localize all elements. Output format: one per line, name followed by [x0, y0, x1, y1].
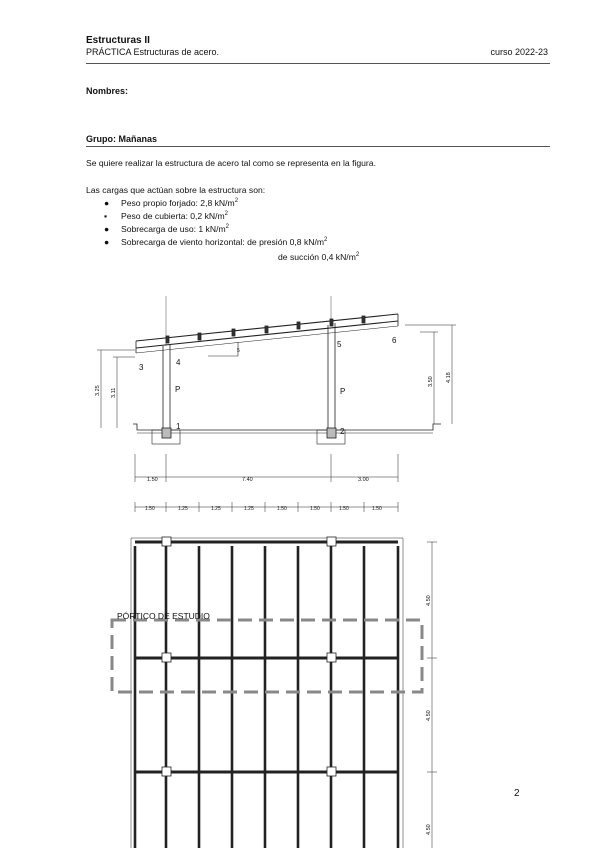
list-item: ▪ Peso de cubierta: 0,2 $kN/m^2$ [104, 211, 228, 221]
dim-label: 1.25 [211, 506, 221, 512]
grupo-label: Grupo: Mañanas [86, 134, 158, 144]
list-item: ● Peso propio forjado: 2,8 $kN/m^2$ [104, 198, 239, 208]
portico-label: PÓRTICO DE ESTUDIO [117, 611, 210, 621]
dim-label: 4.18 [446, 372, 452, 383]
node-label: 6 [392, 336, 397, 345]
loads-intro: Las cargas que actúan sobre la estructura son: [86, 185, 266, 195]
nombres-label: Nombres: [86, 86, 129, 96]
dim-label: 3.00 [358, 477, 369, 483]
node-label: 2 [340, 427, 345, 436]
elevation-drawing [97, 296, 456, 482]
list-item: ● Sobrecarga de viento horizontal: de presión 0,8 $kN/m^2$ [104, 237, 328, 247]
column-marker [327, 653, 336, 662]
roof-beam-bottom [136, 321, 398, 348]
dim-label: 3.11 [111, 387, 117, 398]
list-item: ● Sobrecarga de uso: 1 $kN/m^2$ [104, 224, 229, 234]
base-plate-left [162, 428, 171, 438]
load-label-right: P [340, 387, 346, 396]
dim-label: 7.40 [242, 477, 253, 483]
dim-label: 3.25 [95, 385, 101, 396]
slope-mark: 5 [237, 348, 240, 354]
dim-label: 1.25 [178, 506, 188, 512]
node-label: 5 [337, 340, 342, 349]
wind-suction-text: de succión 0,4 $kN/m^2$ [278, 252, 360, 262]
portico-highlight [112, 620, 422, 692]
column-marker [327, 537, 336, 546]
course-label: curso 2022-23 [490, 47, 548, 57]
dim-label: 1.50 [310, 506, 320, 512]
dim-label: 1.25 [244, 506, 254, 512]
column-marker [162, 537, 171, 546]
intro-text: Se quiere realizar la estructura de acero tal como se representa en la figura. [86, 158, 376, 168]
bullet: ● [104, 224, 110, 234]
column-marker [327, 767, 336, 776]
dim-label: 4.50 [426, 595, 432, 606]
document-title: Estructuras II [86, 35, 150, 46]
bullet: ● [104, 198, 110, 208]
node-label: 1 [176, 422, 181, 431]
column-marker [162, 767, 171, 776]
dim-label: 1.50 [147, 477, 158, 483]
load-label-left: P [175, 385, 181, 394]
dim-label: 4.50 [426, 710, 432, 721]
dim-label: 4.50 [426, 824, 432, 835]
page-number: 2 [514, 788, 520, 799]
bullet: ▪ [104, 211, 108, 221]
base-plate-right [327, 428, 336, 438]
document-subtitle: PRÁCTICA Estructuras de acero. [86, 47, 220, 57]
plan-labels [117, 506, 432, 835]
dim-label: 1.50 [372, 506, 382, 512]
plan-drawing [112, 502, 437, 848]
node-label: 3 [139, 363, 144, 372]
dim-label: 1.50 [145, 506, 155, 512]
dim-label: 1.50 [339, 506, 349, 512]
bullet: ● [104, 237, 110, 247]
column-marker [162, 653, 171, 662]
node-label: 4 [176, 358, 181, 367]
dim-label: 1.50 [277, 506, 287, 512]
dim-label: 3.50 [428, 376, 434, 387]
elevation-labels [95, 336, 452, 483]
